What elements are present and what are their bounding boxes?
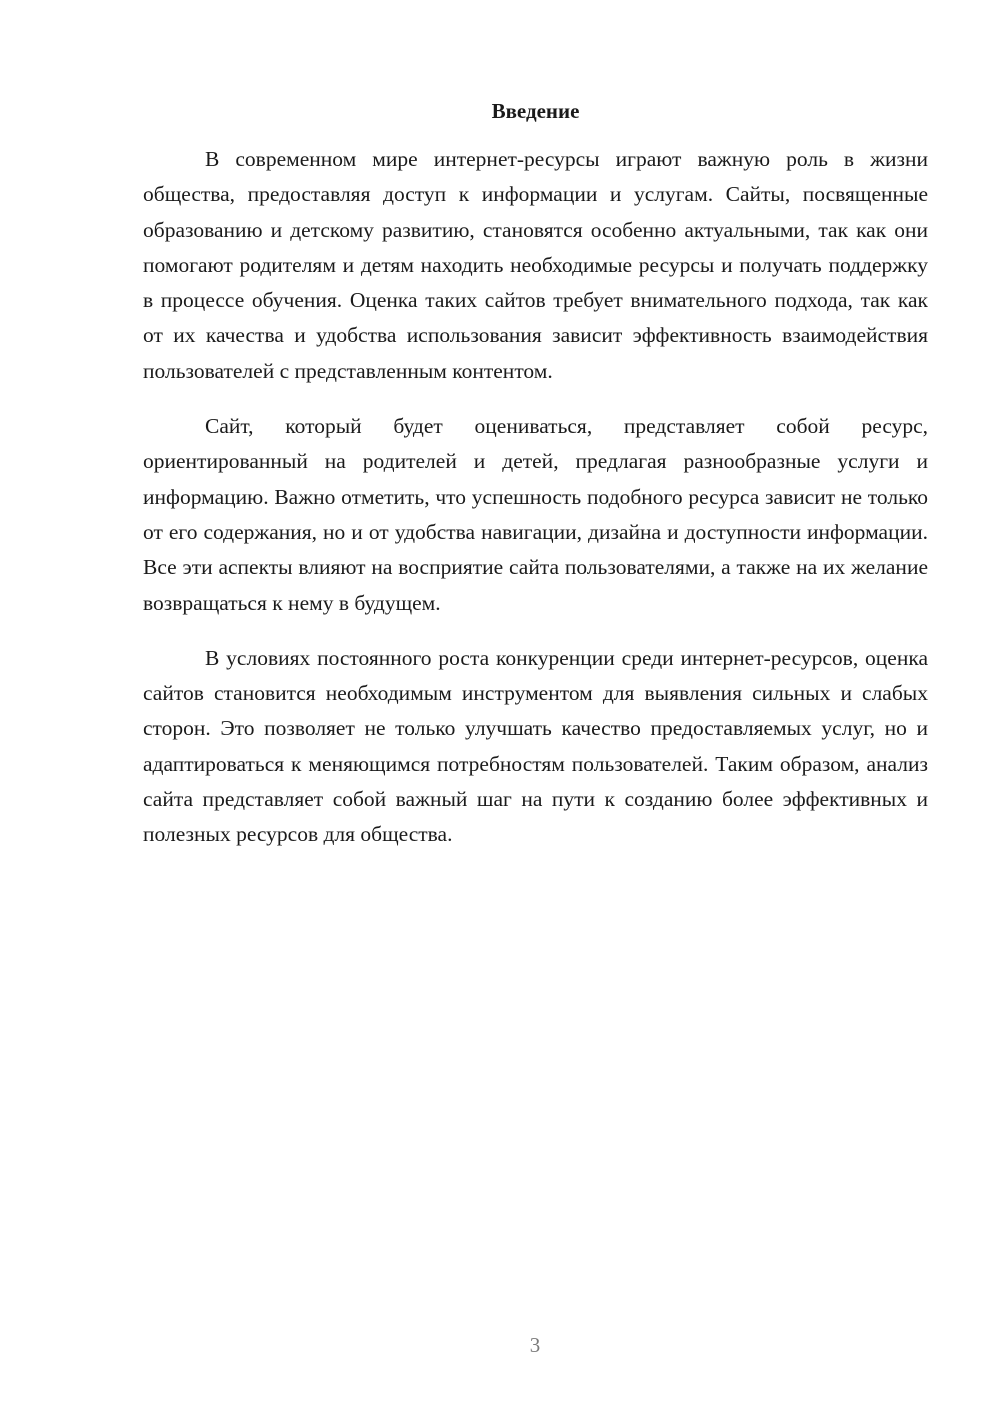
paragraph-3: В условиях постоянного роста конкуренции среди интернет-ресурсов, оценка сайтов становится необходимым инструментом для выявления сильных и слабых сторон. Это позволяет не только улучшать качество предоставляемых услуг, но и адаптироваться к меняющимся потребностям пользователей. Таким образом, анализ сайта представляет собой важный шаг на пути к созданию более эффективных и полезных ресурсов для общества. [143,645,928,847]
page-number: 3 [529,1333,541,1357]
page-content [143,94,928,873]
section-heading: Введение [491,99,580,123]
paragraph-2: Сайт, который будет оцениваться, представляет собой ресурс, ориентированный на родителей и детей, предлагая разнообразные услуги и информацию. Важно отметить, что успешность подобного ресурса зависит не только от его содержания, но и от удобства навигации, дизайна и доступности информации. Все эти аспекты влияют на восприятие сайта пользователями, а также на их желание возвращаться к нему в будущем. [143,414,928,615]
paragraph-1: В современном мире интернет-ресурсы играют важную роль в жизни общества, предоставляя доступ к информации и услугам. Сайты, посвященные образованию и детскому развитию, становятся особенно актуальными, так как они помогают родителям и детям находить необходимые ресурсы и получать поддержку в процессе обучения. Оценка таких сайтов требует внимательного подхода, так как от их качества и удобства использования зависит эффективность взаимодействия пользователей с представленным контентом. [143,147,928,383]
